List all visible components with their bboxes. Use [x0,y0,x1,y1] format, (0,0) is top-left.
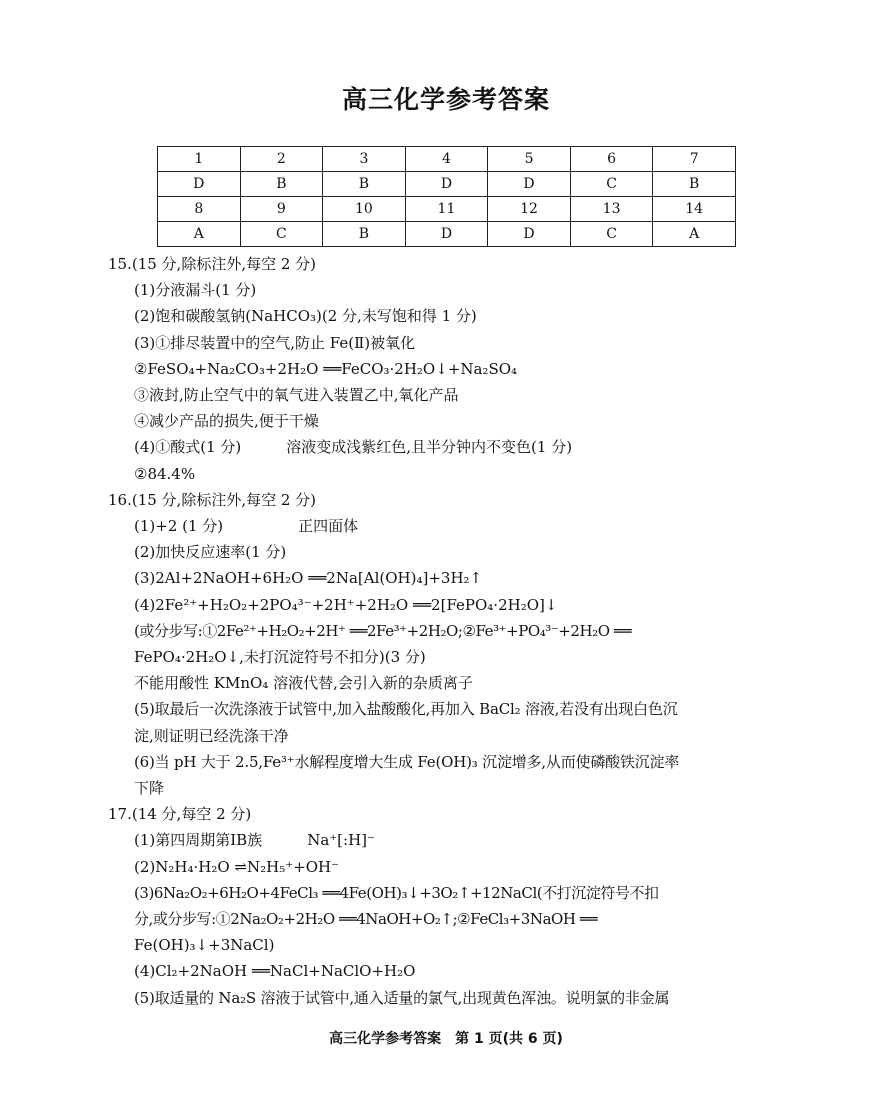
table-cell: B [240,172,323,197]
table-cell: B [323,222,406,247]
answer-line: ②FeSO₄+Na₂CO₃+2H₂O ══FeCO₃·2H₂O↓+Na₂SO₄ [134,359,518,378]
table-cell: D [158,172,241,197]
answer-line: (1)+2 (1 分) 正四面体 [134,517,359,536]
table-cell: 9 [240,197,323,222]
answer-line: ④减少产品的损失,便于干燥 [134,412,319,431]
answer-table [157,146,736,247]
answer-line: 不能用酸性 KMnO₄ 溶液代替,会引入新的杂质离子 [134,674,473,693]
table-cell: C [240,222,323,247]
page-title: 高三化学参考答案 [341,85,550,114]
table-cell: 10 [323,197,406,222]
answer-line: (2)N₂H₄·H₂O ⇌N₂H₅⁺+OH⁻ [134,857,339,876]
answer-line: (1)分液漏斗(1 分) [134,281,257,300]
answer-line: ③液封,防止空气中的氧气进入装置乙中,氧化产品 [134,386,459,405]
table-cell: 14 [653,197,736,222]
table-row [158,197,736,222]
answer-line: (4)Cl₂+2NaOH ══NaCl+NaClO+H₂O [134,962,416,981]
question-15-heading: 15.(15 分,除标注外,每空 2 分) [108,255,317,273]
question-17-heading: 17.(14 分,每空 2 分) [108,805,252,824]
table-row [158,222,736,247]
answer-line: ②84.4% [134,464,196,483]
answer-line: (5)取最后一次洗涤液于试管中,加入盐酸酸化,再加入 BaCl₂ 溶液,若没有出现白色沉 [134,700,678,719]
answer-line: (2)饱和碳酸氢钠(NaHCO₃)(2 分,未写饱和得 1 分) [134,307,477,326]
answer-line: 淀,则证明已经洗涤干净 [134,726,289,745]
answer-line: (或分步写:①2Fe²⁺+H₂O₂+2H⁺ ══2Fe³⁺+2H₂O;②Fe³⁺+PO₄³⁻+2H₂O ══ [134,621,632,640]
table-cell: 8 [158,197,241,222]
table-cell: 3 [323,147,406,172]
table-cell: 12 [488,197,571,222]
answer-line: (1)第四周期第ⅠB族 Na⁺[:H]⁻ [134,831,375,850]
table-cell: 7 [653,147,736,172]
answer-line: (6)当 pH 大于 2.5,Fe³⁺水解程度增大生成 Fe(OH)₃ 沉淀增多,从而使磷酸铁沉淀率 [134,752,680,771]
table-cell: A [158,222,241,247]
table-cell: D [488,172,571,197]
answer-body [108,251,792,1011]
table-cell: A [653,222,736,247]
answer-line: (4)2Fe²⁺+H₂O₂+2PO₄³⁻+2H⁺+2H₂O ══2[FePO₄·2H₂O]↓ [134,595,558,614]
answer-line: (3)2Al+2NaOH+6H₂O ══2Na[Al(OH)₄]+3H₂↑ [134,569,483,588]
table-cell: B [323,172,406,197]
page-footer: 高三化学参考答案 第 1 页(共 6 页) [329,1031,563,1047]
table-cell: 1 [158,147,241,172]
table-cell: 13 [570,197,653,222]
answer-line: 下降 [134,779,165,798]
answer-line: (3)①排尽装置中的空气,防止 Fe(Ⅱ)被氧化 [134,333,416,352]
table-cell: B [653,172,736,197]
answer-line: (2)加快反应速率(1 分) [134,543,287,562]
answer-line: Fe(OH)₃↓+3NaCl) [134,936,275,955]
table-cell: C [570,222,653,247]
table-cell: D [405,172,488,197]
answer-line: FePO₄·2H₂O↓,未打沉淀符号不扣分)(3 分) [134,648,426,667]
table-cell: D [405,222,488,247]
table-cell: C [570,172,653,197]
table-cell: 5 [488,147,571,172]
table-cell: 11 [405,197,488,222]
answer-line: (5)取适量的 Na₂S 溶液于试管中,通入适量的氯气,出现黄色浑浊。说明氯的非金属 [134,988,670,1007]
table-cell: 2 [240,147,323,172]
table-row [158,172,736,197]
answer-line: (3)6Na₂O₂+6H₂O+4FeCl₃ ══4Fe(OH)₃↓+3O₂↑+12NaCl(不打沉淀符号不扣 [134,883,659,902]
table-row [158,147,736,172]
table-cell: 6 [570,147,653,172]
question-16-heading: 16.(15 分,除标注外,每空 2 分) [108,490,317,509]
answer-line: (4)①酸式(1 分) 溶液变成浅紫红色,且半分钟内不变色(1 分) [134,438,573,457]
table-cell: 4 [405,147,488,172]
table-cell: D [488,222,571,247]
answer-line: 分,或分步写:①2Na₂O₂+2H₂O ══4NaOH+O₂↑;②FeCl₃+3NaOH ══ [134,910,598,929]
